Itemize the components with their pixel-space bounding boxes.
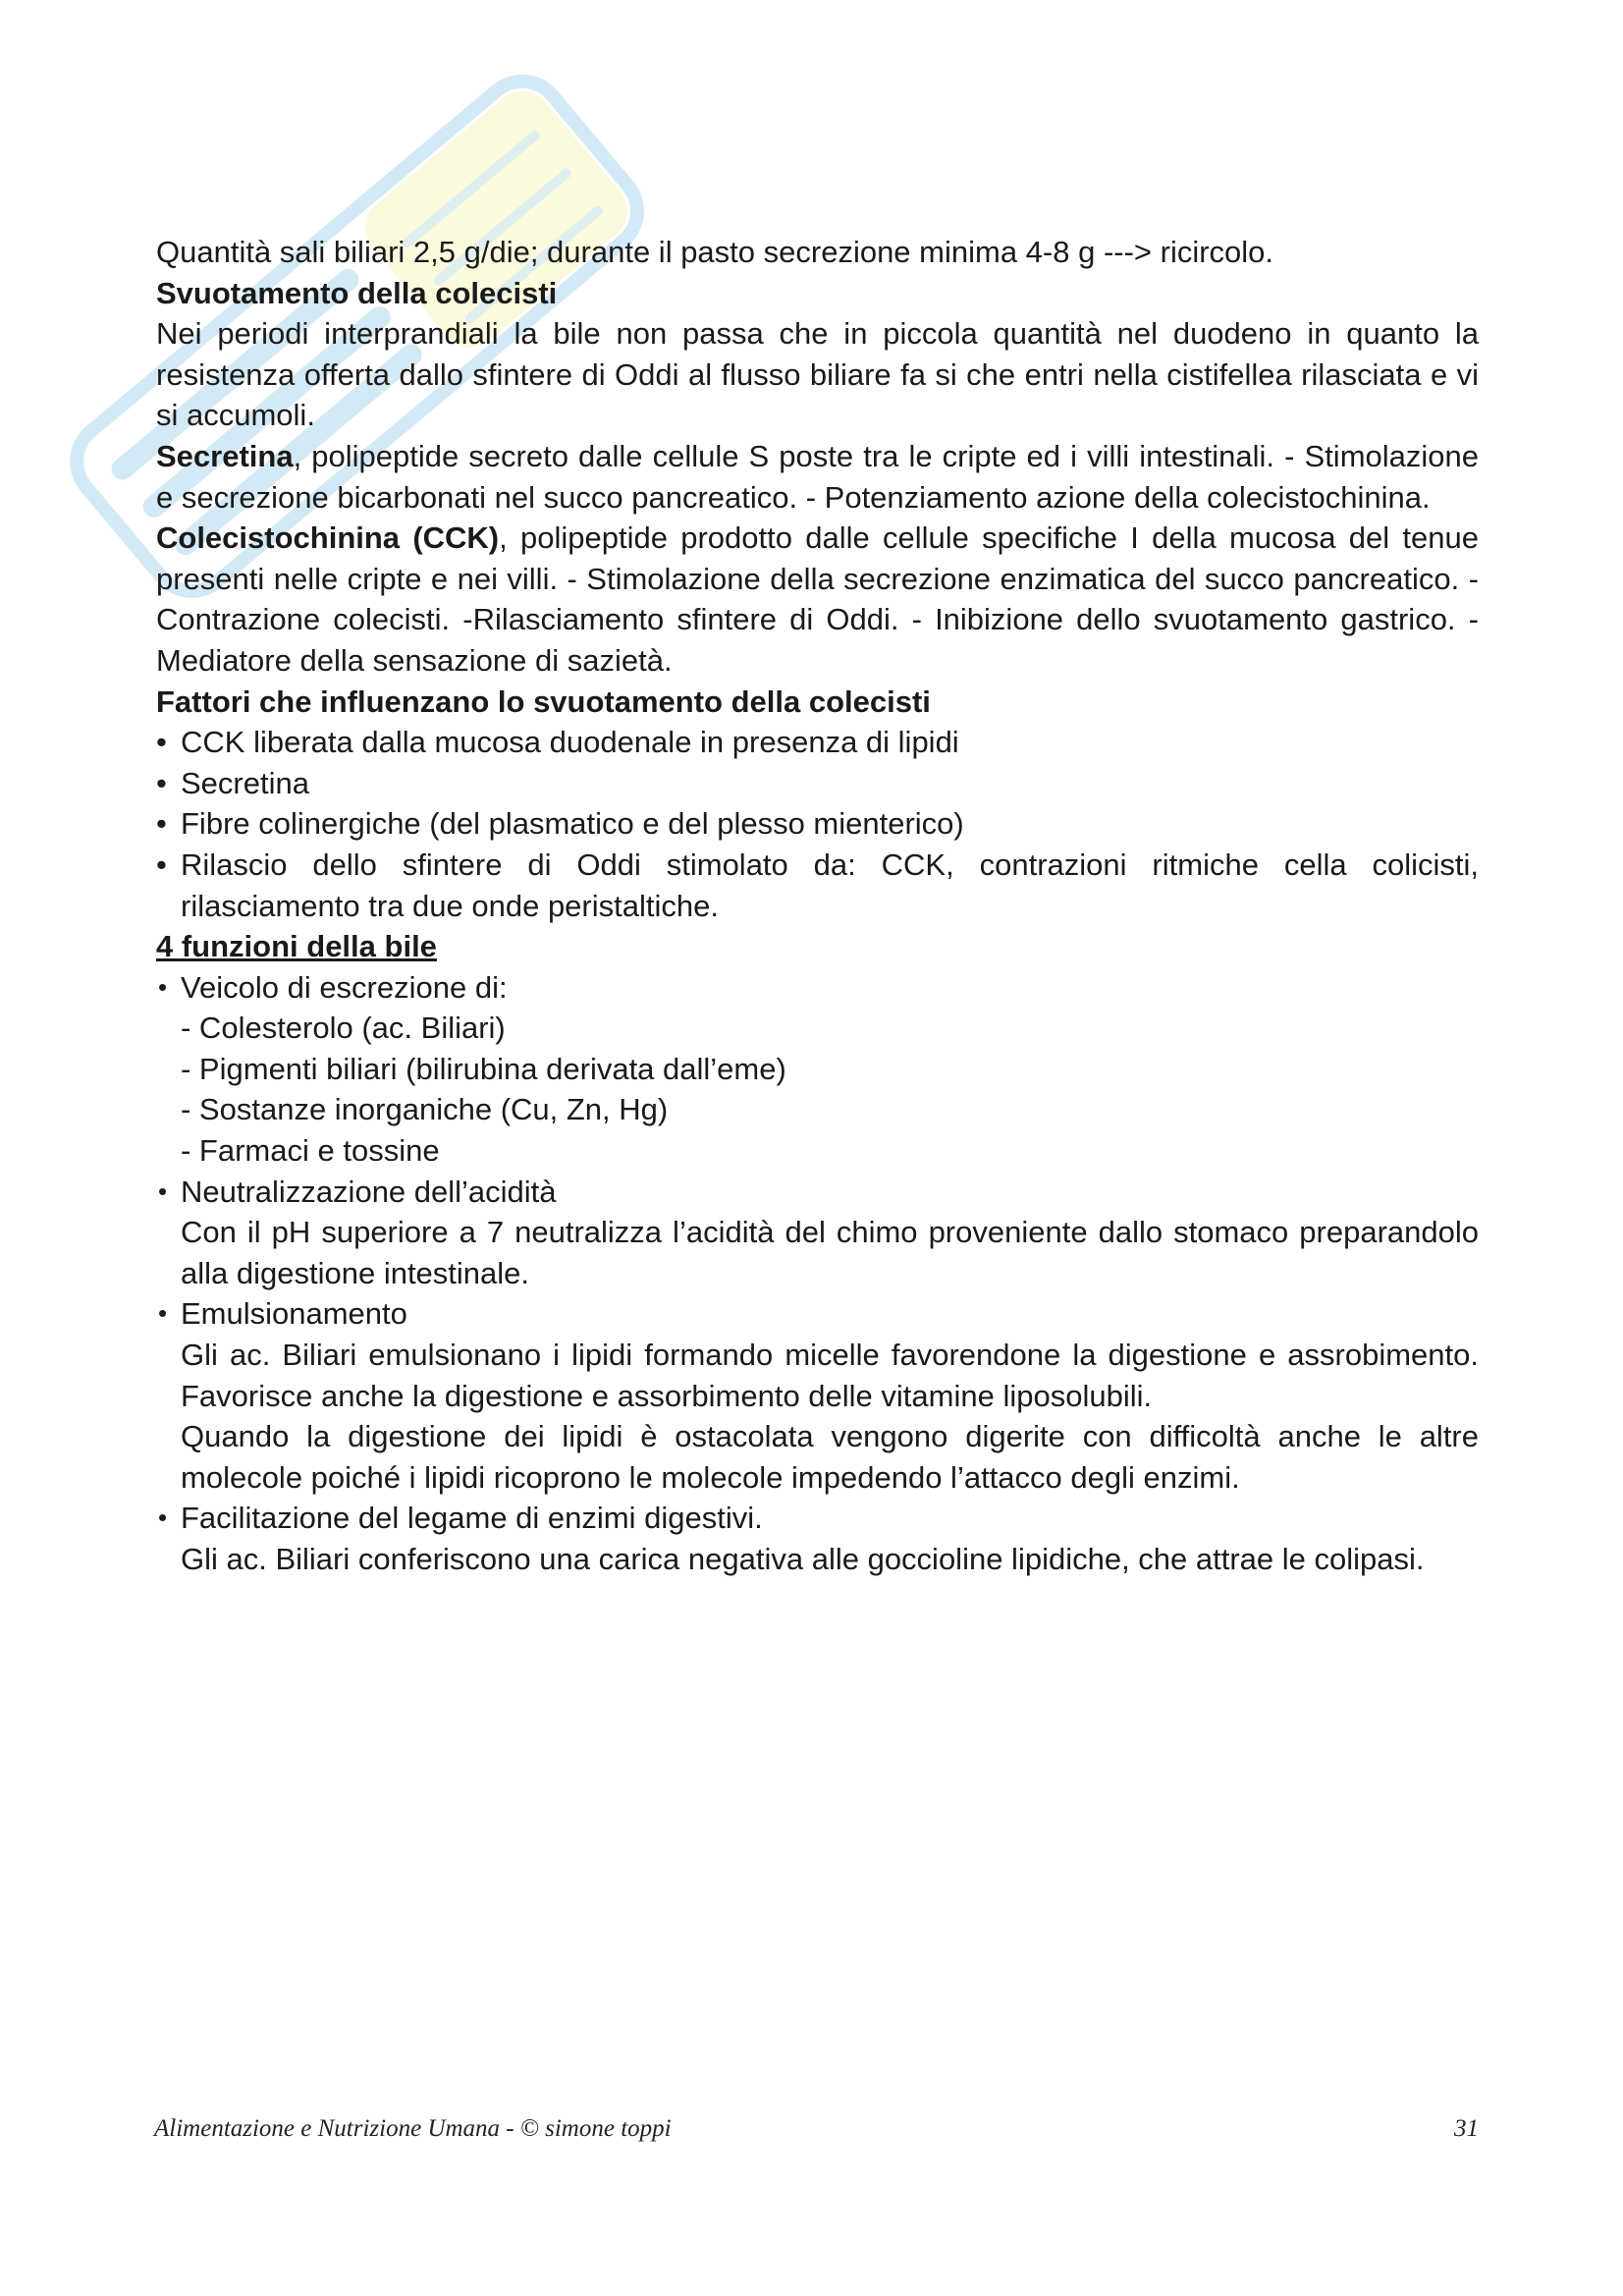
funzione-title-text: Facilitazione del legame di enzimi digestivi. (181, 1501, 763, 1536)
escrezione-item: - Colesterolo (ac. Biliari) (181, 1011, 506, 1046)
escrezione-item: - Farmaci e tossine (181, 1133, 440, 1169)
bullet-marker: • (158, 971, 168, 1002)
escrezione-item: - Pigmenti biliari (bilirubina derivata dall’eme) (181, 1051, 786, 1086)
bullet-marker: • (158, 1298, 168, 1329)
funzione-facilitazione-title (156, 1498, 1479, 1539)
bullet-marker: • (156, 765, 167, 800)
footer-title: Alimentazione e Nutrizione Umana - © simone toppi (154, 2115, 672, 2142)
emulsionamento-text-2: Quando la digestione dei lipidi è ostacolata vengono digerite con difficoltà anche le altre molecole poiché i lipidi ricoprono le molecole impedendo l’attacco degli enzimi. (181, 1419, 1479, 1495)
document-body (156, 232, 1479, 1580)
funzione-title-text: Neutralizzazione dell’acidità (181, 1174, 557, 1209)
section-heading-fattori: Fattori che influenzano lo svuotamento della colecisti (156, 683, 931, 719)
bullet-marker: • (156, 847, 167, 882)
bullet-marker: • (156, 725, 167, 760)
page-footer (154, 2115, 1479, 2155)
fattori-list (156, 722, 1479, 926)
cck-term: Colecistochinina (CCK) (156, 520, 500, 556)
list-item-text: Rilascio dello sfintere di Oddi stimolato da: CCK, contrazioni ritmiche cella colicisti, rilasciamento tra due onde peristaltiche. (181, 847, 1479, 923)
page-number: 31 (1454, 2115, 1479, 2142)
neutralizzazione-text: Con il pH superiore a 7 neutralizza l’acidità del chimo proveniente dallo stomaco preparandolo alla digestione intestinale. (181, 1215, 1479, 1290)
cck-paragraph (156, 518, 1479, 681)
list-item-text: CCK liberata dalla mucosa duodenale in presenza di lipidi (181, 725, 959, 760)
list-item (156, 845, 1479, 926)
bullet-marker: • (158, 1175, 168, 1206)
bullet-marker: • (156, 806, 167, 842)
funzione-neutralizzazione-title (156, 1172, 1479, 1213)
secretina-text: , polipeptide secreto dalle cellule S poste tra le cripte ed i villi intestinali. - Stimolazione e secrezione bicarbonati nel succo pancreatico. - Potenziamento azione della colecistochinina. (156, 438, 1479, 515)
cck-text: , polipeptide prodotto dalle cellule specifiche I della mucosa del tenue presenti nelle cripte e nei villi. - Stimolazione della secrezione enzimatica del succo pancreatico. - Contrazione colecisti. -Rilasciamento sfintere di Oddi. - Inibizione dello svuotamento gastrico. - Mediatore della sensazione di sazietà. (156, 520, 1479, 678)
emulsionamento-text-1: Gli ac. Biliari emulsionano i lipidi formando micelle favorendone la digestione e assrobimento. Favorisce anche la digestione e assorbimento delle vitamine liposolubili. (181, 1338, 1479, 1413)
list-item (156, 803, 1479, 845)
bullet-marker: • (158, 1503, 168, 1533)
secretina-paragraph (156, 436, 1479, 518)
list-item-text: Fibre colinergiche (del plasmatico e del plesso mienterico) (181, 806, 964, 842)
funzione-emulsionamento-title (156, 1293, 1479, 1335)
intro-paragraph: Quantità sali biliari 2,5 g/die; durante il pasto secrezione minima 4-8 g ---> ricircolo. (156, 235, 1274, 269)
funzione-title-text: Emulsionamento (181, 1296, 407, 1332)
list-item-text: Secretina (181, 765, 309, 800)
facilitazione-text: Gli ac. Biliari conferiscono una carica negativa alle goccioline lipidiche, che attrae le colipasi. (181, 1542, 1425, 1576)
secretina-term: Secretina (156, 438, 294, 473)
section-heading-svuotamento: Svuotamento della colecisti (156, 275, 558, 310)
funzione-escrezione-title (156, 967, 1479, 1009)
escrezione-item: - Sostanze inorganiche (Cu, Zn, Hg) (181, 1092, 669, 1127)
list-item (156, 763, 1479, 804)
svuotamento-paragraph: Nei periodi interprandiali la bile non passa che in piccola quantità nel duodeno in quanto la resistenza offerta dallo sfintere di Oddi al flusso biliare fa si che entri nella cistifellea rilasciata e vi si accumoli. (156, 316, 1479, 433)
funzione-title-text: Veicolo di escrezione di: (181, 969, 508, 1005)
list-item (156, 722, 1479, 763)
section-heading-funzioni: 4 funzioni della bile (156, 929, 437, 964)
